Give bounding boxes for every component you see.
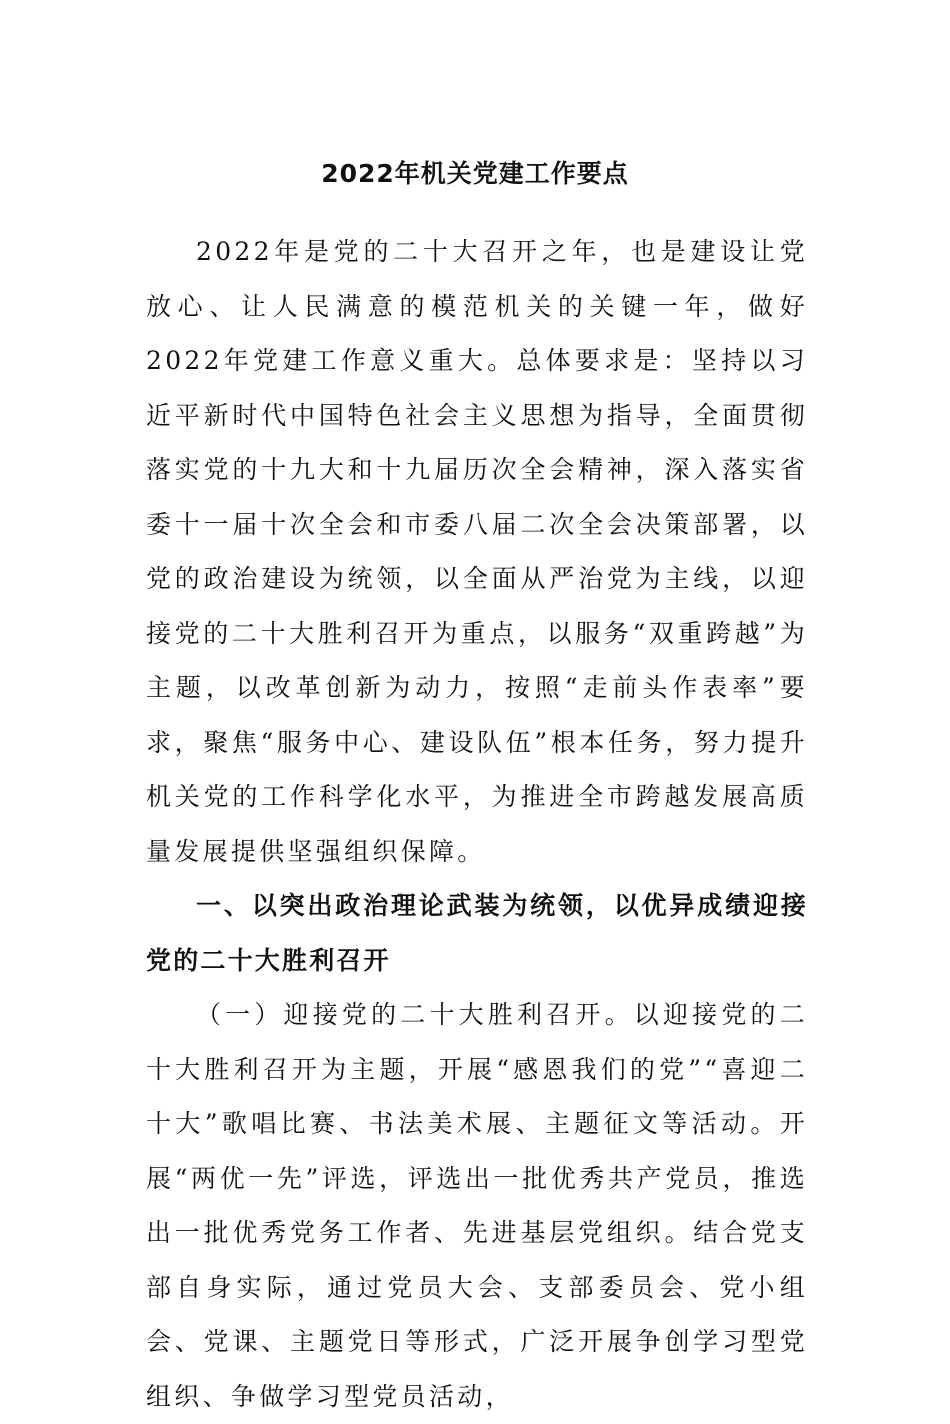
document-title: 2022年机关党建工作要点 (321, 159, 629, 188)
document-body (146, 225, 808, 1424)
section-1-heading: 一、以突出政治理论武装为统领，以优异成绩迎接党的二十大胜利召开 (146, 891, 808, 975)
intro-paragraph: 2022年是党的二十大召开之年，也是建设让党放心、让人民满意的模范机关的关键一年，做好2022年党建工作意义重大。总体要求是：坚持以习近平新时代中国特色社会主义思想为指导，全面贯彻落实党的十九大和十九届历次全会精神，深入落实省委十一届十次全会和市委八届二次全会决策部署，以党的政治建设为统领，以全面从严治党为主线，以迎接党的二十大胜利召开为重点，以服务“双重跨越”为主题，以改革创新为动力，按照“走前头作表率”要求，聚焦“服务中心、建设队伍”根本任务，努力提升机关党的工作科学化水平，为推进全市跨越发展高质量发展提供坚强组织保障。 (146, 237, 808, 866)
section-1-item-1-paragraph: （一）迎接党的二十大胜利召开。以迎接党的二十大胜利召开为主题，开展“感恩我们的党”“喜迎二十大”歌唱比赛、书法美术展、主题征文等活动。开展“两优一先”评选，评选出一批优秀共产党员，推选出一批优秀党务工作者、先进基层党组织。结合党支部自身实际，通过党员大会、支部委员会、党小组会、党课、主题党日等形式，广泛开展争创学习型党组织、争做学习型党员活动， (146, 1000, 808, 1411)
